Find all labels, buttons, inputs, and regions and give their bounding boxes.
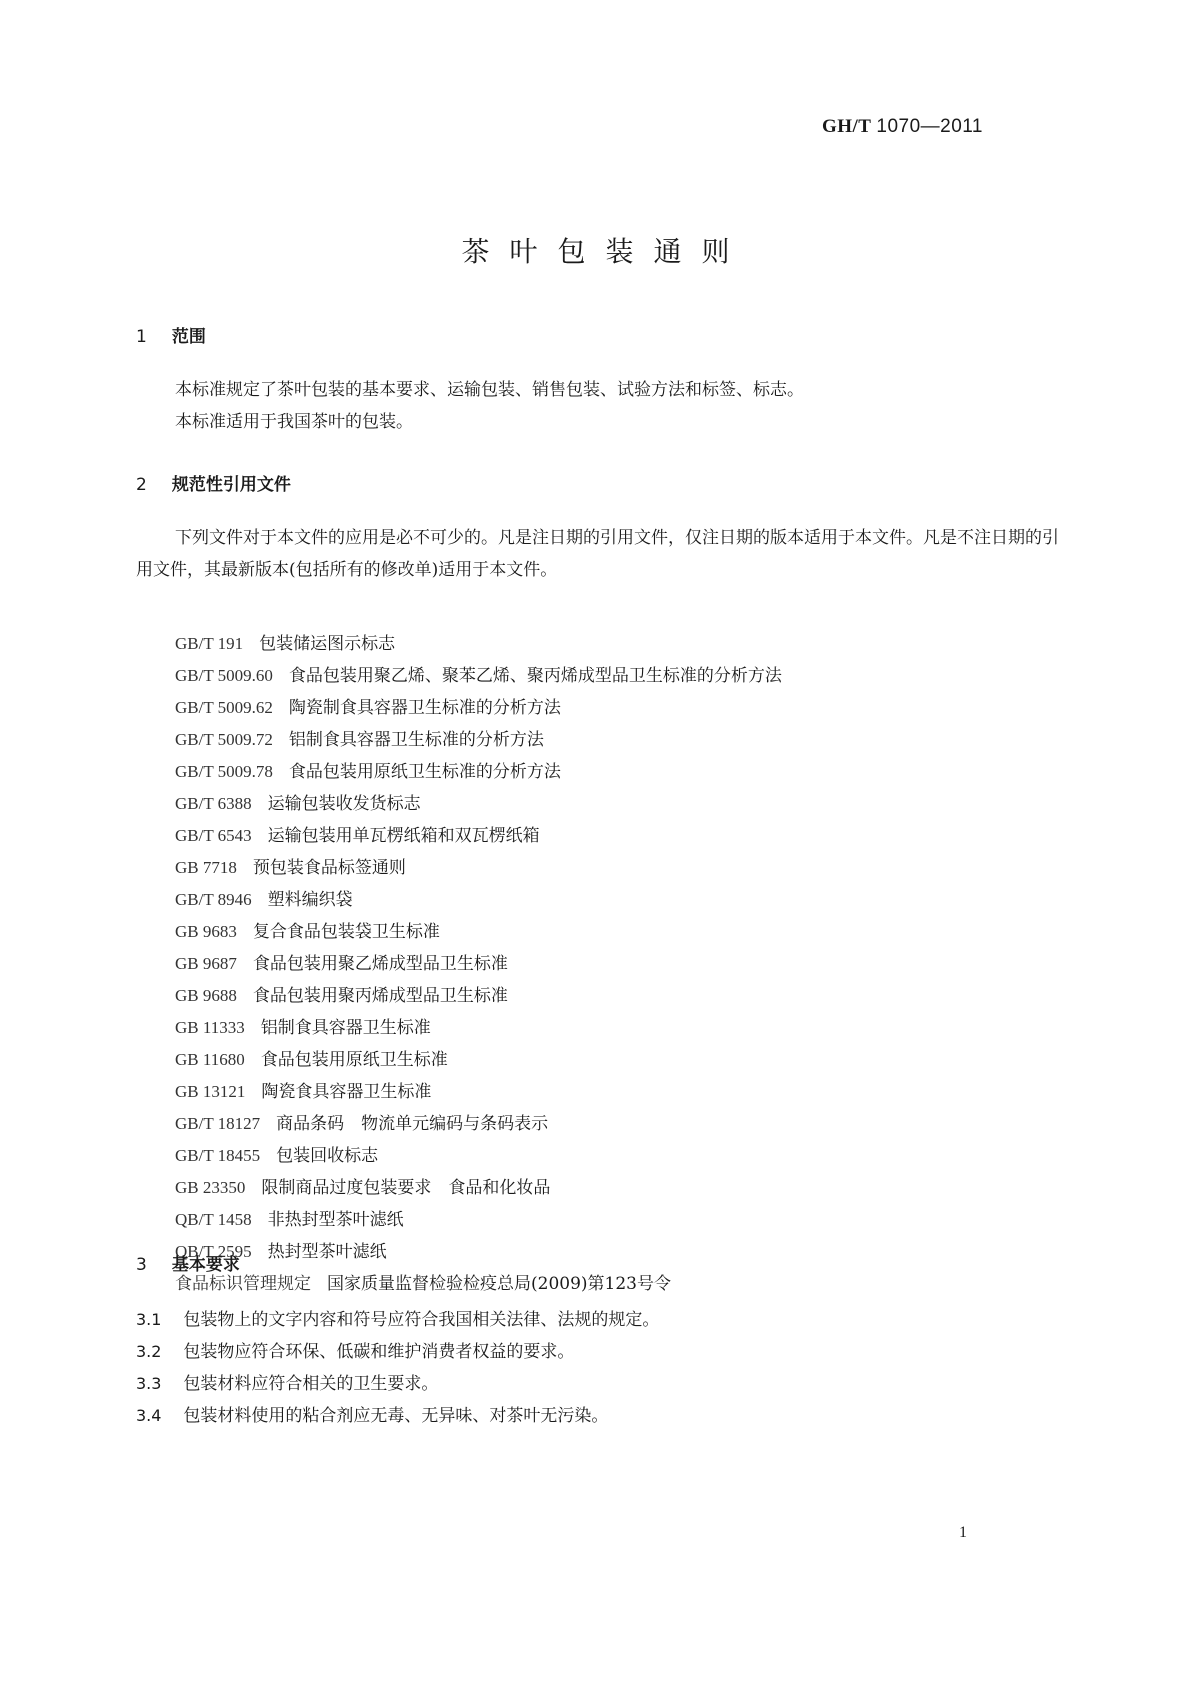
requirement-text: 包装物应符合环保、低碳和维护消费者权益的要求。 — [183, 1342, 575, 1362]
standard-code-number: 1070—2011 — [876, 116, 983, 137]
reference-code: GB 13121 — [175, 1082, 246, 1101]
reference-code: GB/T 18127 — [175, 1114, 261, 1133]
section-number: 2 — [136, 475, 147, 495]
section-title: 基本要求 — [171, 1255, 240, 1275]
section-title: 规范性引用文件 — [171, 475, 291, 495]
reference-code: GB/T 6388 — [175, 794, 252, 813]
section-title: 范围 — [171, 327, 206, 347]
reference-title: 食品包装用原纸卫生标准的分析方法 — [288, 762, 561, 782]
standard-code — [822, 116, 983, 138]
reference-item — [175, 756, 782, 788]
reference-list — [175, 628, 782, 1300]
reference-item — [175, 628, 782, 660]
reference-code: QB/T 2595 — [175, 1242, 252, 1261]
reference-title: 运输包装收发货标志 — [267, 794, 421, 814]
reference-code: QB/T 1458 — [175, 1210, 252, 1229]
reference-title: 铝制食具容器卫生标准的分析方法 — [288, 730, 544, 750]
reference-code: GB 7718 — [175, 858, 237, 877]
reference-item — [175, 980, 782, 1012]
reference-code: GB/T 8946 — [175, 890, 252, 909]
standard-code-prefix: GH/T — [821, 116, 872, 137]
reference-code: GB/T 5009.60 — [175, 666, 273, 685]
reference-code: GB 11680 — [175, 1050, 245, 1069]
requirement-text: 包装材料应符合相关的卫生要求。 — [183, 1374, 439, 1394]
reference-item — [175, 1172, 782, 1204]
reference-code: GB 9688 — [175, 986, 237, 1005]
reference-item — [175, 1012, 782, 1044]
reference-title: 包装回收标志 — [276, 1146, 379, 1166]
reference-item — [175, 692, 782, 724]
reference-item — [175, 852, 782, 884]
reference-title: 铝制食具容器卫生标准 — [260, 1018, 431, 1038]
reference-title: 热封型茶叶滤纸 — [267, 1242, 387, 1262]
references-intro: 下列文件对于本文件的应用是必不可少的。凡是注日期的引用文件，仅注日期的版本适用于本文件。凡是不注日期的引用文件，其最新版本(包括所有的修改单)适用于本文件。 — [136, 528, 1059, 580]
requirement-item — [136, 1401, 608, 1426]
section-number: 1 — [136, 327, 147, 347]
requirement-number: 3.1 — [136, 1310, 162, 1329]
reference-code: GB/T 6543 — [175, 826, 252, 845]
reference-item — [175, 1108, 782, 1140]
reference-title: 食品包装用聚丙烯成型品卫生标准 — [252, 986, 508, 1006]
reference-title: 陶瓷食具容器卫生标准 — [261, 1082, 432, 1102]
reference-code: GB/T 5009.78 — [175, 762, 273, 781]
section-number: 3 — [136, 1255, 147, 1275]
requirement-text: 包装材料使用的粘合剂应无毒、无异味、对茶叶无污染。 — [183, 1406, 609, 1426]
reference-code: GB/T 18455 — [175, 1146, 261, 1165]
requirement-text: 包装物上的文字内容和符号应符合我国相关法律、法规的规定。 — [183, 1310, 660, 1330]
reference-title: 陶瓷制食具容器卫生标准的分析方法 — [288, 698, 561, 718]
reference-item — [175, 724, 782, 756]
requirement-item — [136, 1369, 438, 1394]
section-2-heading — [136, 470, 291, 495]
reference-code: 食品标识管理规定 — [175, 1274, 311, 1293]
reference-title: 包装储运图示标志 — [259, 634, 396, 654]
scope-paragraph-1: 本标准规定了茶叶包装的基本要求、运输包装、销售包装、试验方法和标签、标志。 — [175, 380, 804, 400]
reference-code: GB 9687 — [175, 954, 237, 973]
reference-item — [175, 660, 782, 692]
reference-code: GB 23350 — [175, 1178, 246, 1197]
reference-title: 塑料编织袋 — [267, 890, 353, 910]
reference-title: 非热封型茶叶滤纸 — [267, 1210, 404, 1230]
reference-title: 食品包装用原纸卫生标准 — [260, 1050, 448, 1070]
reference-item — [175, 820, 782, 852]
reference-title: 食品包装用聚乙烯、聚苯乙烯、聚丙烯成型品卫生标准的分析方法 — [288, 666, 782, 686]
reference-item — [175, 948, 782, 980]
requirement-item — [136, 1337, 574, 1362]
reference-item — [175, 1044, 782, 1076]
requirement-number: 3.4 — [136, 1406, 162, 1425]
reference-item — [175, 1236, 782, 1268]
requirement-item — [136, 1305, 659, 1330]
reference-title: 国家质量监督检验检疫总局(2009)第123号令 — [327, 1274, 671, 1294]
reference-item — [175, 884, 782, 916]
scope-paragraph-2: 本标准适用于我国茶叶的包装。 — [175, 412, 413, 432]
reference-item — [175, 916, 782, 948]
reference-item — [175, 1140, 782, 1172]
reference-code: GB/T 5009.62 — [175, 698, 273, 717]
reference-title: 商品条码 物流单元编码与条码表示 — [276, 1114, 549, 1134]
page-number: 1 — [959, 1524, 967, 1541]
reference-code: GB 9683 — [175, 922, 237, 941]
reference-title: 食品包装用聚乙烯成型品卫生标准 — [252, 954, 508, 974]
document-title: 茶叶包装通则 — [461, 235, 750, 268]
reference-code: GB/T 191 — [175, 634, 244, 653]
section-3-heading — [136, 1250, 240, 1275]
reference-item — [175, 1204, 782, 1236]
reference-title: 运输包装用单瓦楞纸箱和双瓦楞纸箱 — [267, 826, 540, 846]
reference-item — [175, 1268, 782, 1300]
requirement-number: 3.2 — [136, 1342, 162, 1361]
reference-title: 预包装食品标签通则 — [252, 858, 406, 878]
reference-code: GB/T 5009.72 — [175, 730, 273, 749]
requirement-number: 3.3 — [136, 1374, 162, 1393]
reference-title: 限制商品过度包装要求 食品和化妆品 — [261, 1178, 551, 1198]
section-1-heading — [136, 322, 206, 347]
reference-item — [175, 788, 782, 820]
reference-title: 复合食品包装袋卫生标准 — [252, 922, 440, 942]
reference-item — [175, 1076, 782, 1108]
reference-code: GB 11333 — [175, 1018, 245, 1037]
